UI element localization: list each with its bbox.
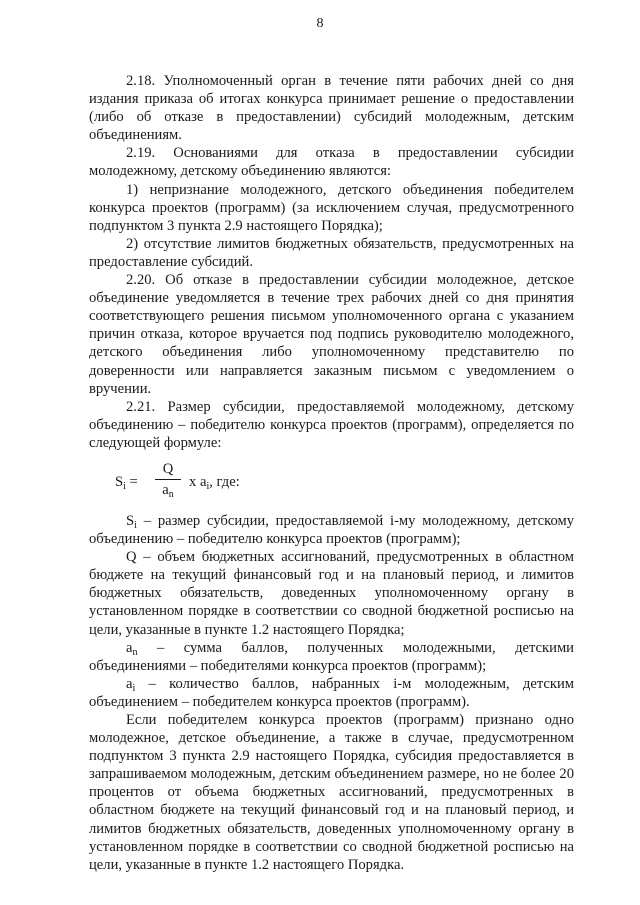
definition-q: Q – объем бюджетных ассигнований, предусмотренных в областном бюджете на текущий финансовый год и на плановый период, и лимитов бюджетных обязательств, доведенных уполномоченному органу в установленном порядке в соответствии со сводной бюджетной росписью на цели, указанные в пункте 1.2 настоящего Порядка;: [89, 549, 574, 638]
definition-an: $a_n$ – сумма баллов, полученных молодежными, детскими объединениями – победителями конкурса проектов (программ);: [89, 639, 574, 674]
paragraph-single-winner: Если победителем конкурса проектов (программ) признано одно молодежное, детское объединение, а также в случае, предусмотренном подпунктом 3 пункта 2.9 настоящего Порядка, субсидия предоставляется в запрашиваемом молодежным, детским объединением размере, но не более 20 процентов от объема бюджетных ассигнований, предусмотренных в областном бюджете на текущий финансовый год и на плановый период, и лимитов бюджетных обязательств, доведенных уполномоченному органу в установленном порядке в соответствии со сводной бюджетной росписью на цели, указанные в пункте 1.2 настоящего Порядка.: [89, 712, 574, 873]
formula-rhs: x $a_i$, где:: [189, 473, 240, 492]
fraction-bar: [155, 479, 181, 480]
paragraph-2-18: 2.18. Уполномоченный орган в течение пяти рабочих дней со дня издания приказа об итогах конкурса принимает решение о предоставлении (либо об отказе в предоставлении) субсидий молодежным, детским объединениям.: [89, 73, 574, 144]
page-number: 8: [316, 16, 324, 31]
formula-lhs: $S_i$ =: [115, 473, 138, 492]
paragraph-2-19-item-1: 1) непризнание молодежного, детского объединения победителем конкурса проектов (программ) (за исключением случая, предусмотренного подпунктом 3 пункта 2.9 настоящего Порядка);: [89, 181, 574, 234]
formula-denominator: $a_n$: [162, 481, 174, 500]
subsidy-formula: [89, 460, 574, 506]
definition-si: $S_i$ – размер субсидии, предоставляемой i-му молодежному, детскому объединению – победителю конкурса проектов (программ);: [89, 512, 574, 548]
document-body: [89, 72, 574, 874]
paragraph-2-19: 2.19. Основаниями для отказа в предоставлении субсидии молодежному, детскому объединению являются:: [89, 145, 574, 180]
paragraph-2-21: 2.21. Размер субсидии, предоставляемой молодежному, детскому объединению – победителю конкурса проектов (программ), определяется по следующей формуле:: [89, 398, 574, 451]
formula-numerator: Q: [162, 460, 174, 477]
formula-fraction: [155, 460, 181, 499]
paragraph-2-20: 2.20. Об отказе в предоставлении субсидии молодежное, детское объединение уведомляется в течение трех рабочих дней со дня принятия соответствующего решения письмом уполномоченного органа с указанием причин отказа, которое вручается под подпись руководителю молодежного, детского объединения либо уполномоченному представителю по доверенности или направляется заказным письмом с уведомлением о вручении.: [89, 272, 574, 397]
definition-ai: $a_i$ – количество баллов, набранных i-м молодежным, детским объединением – победителем конкурса проектов (программ).: [89, 675, 574, 710]
paragraph-2-19-item-2: 2) отсутствие лимитов бюджетных обязательств, предусмотренных на предоставление субсидий.: [89, 235, 574, 270]
